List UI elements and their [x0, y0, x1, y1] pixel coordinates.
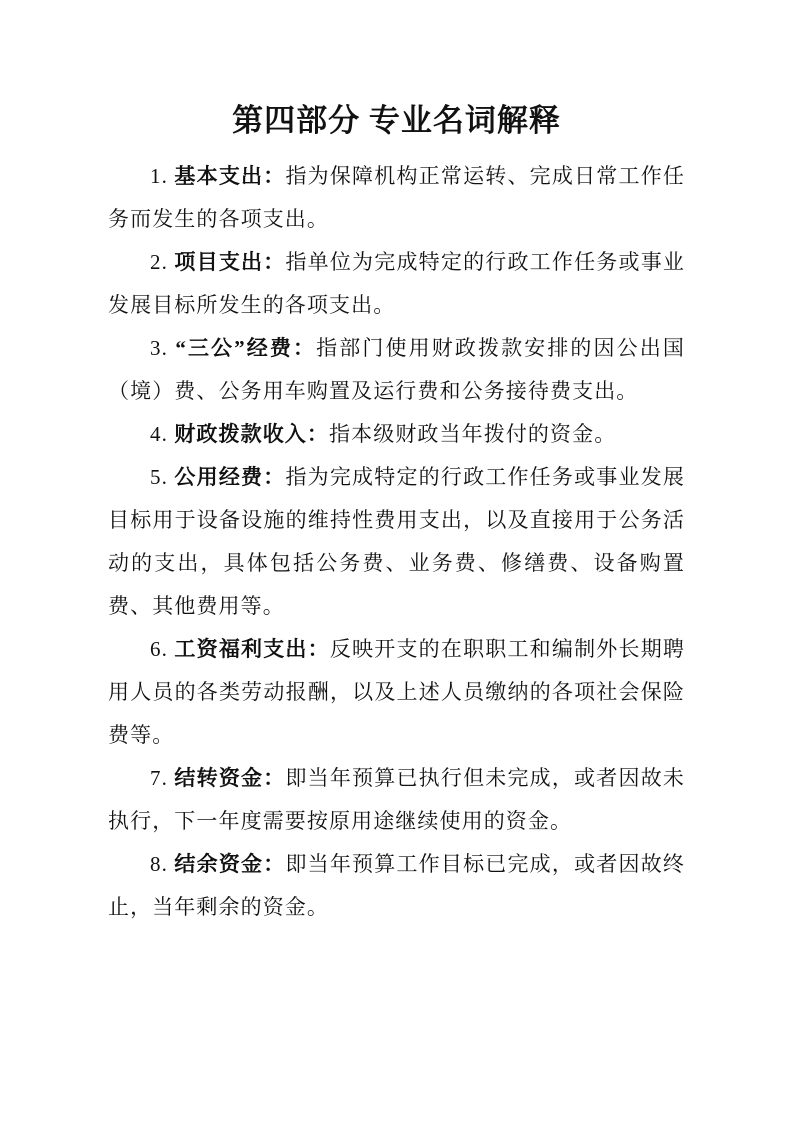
- definition-body: 指为保障机构正常运转、完成日常工作任务而发生的各项支出。: [108, 164, 685, 231]
- definition-body: 指部门使用财政拨款安排的因公出国（境）费、公务用车购置及运行费和公务接待费支出。: [108, 336, 685, 403]
- definition-term: 基本支出：: [174, 164, 286, 188]
- definition-body: 反映开支的在职职工和编制外长期聘用人员的各类劳动报酬，以及上述人员缴纳的各项社会保险费等。: [108, 637, 685, 747]
- definition-body: 指本级财政当年拨付的资金。: [329, 422, 617, 446]
- definition-term: 结余资金：: [174, 852, 286, 876]
- definition-number: 3.: [150, 336, 176, 360]
- definition-paragraph: [108, 241, 685, 327]
- definition-term: 公用经费：: [174, 465, 286, 489]
- definition-paragraph: [108, 327, 685, 413]
- definition-body: 指单位为完成特定的行政工作任务或事业发展目标所发生的各项支出。: [108, 250, 685, 317]
- definition-paragraph: [108, 757, 685, 843]
- definition-paragraph: [108, 456, 685, 628]
- definition-number: 1.: [150, 164, 175, 188]
- definition-paragraph: [108, 155, 685, 241]
- definition-paragraph: [108, 413, 685, 456]
- definition-term: 工资福利支出：: [174, 637, 330, 661]
- definition-body: 指为完成特定的行政工作任务或事业发展目标用于设备设施的维持性费用支出，以及直接用于公务活动的支出，具体包括公务费、业务费、修缮费、设备购置费、其他费用等。: [108, 465, 685, 618]
- definition-paragraph: [108, 628, 685, 757]
- definition-body: 即当年预算已执行但未完成，或者因故未执行，下一年度需要按原用途继续使用的资金。: [108, 766, 685, 833]
- definition-term: 项目支出：: [174, 250, 286, 274]
- definition-term: 财政拨款收入：: [174, 422, 330, 446]
- definition-body: 即当年预算工作目标已完成，或者因故终止，当年剩余的资金。: [108, 852, 685, 919]
- definition-number: 5.: [150, 465, 175, 489]
- definition-term: 结转资金：: [174, 766, 286, 790]
- definition-number: 2.: [150, 250, 175, 274]
- definition-number: 6.: [150, 637, 175, 661]
- definition-term: “三公”经费：: [175, 336, 317, 360]
- document-title: 第四部分 专业名词解释: [232, 103, 561, 138]
- definition-number: 8.: [150, 852, 175, 876]
- definition-number: 7.: [150, 766, 175, 790]
- definition-paragraph: [108, 843, 685, 929]
- definitions-list: [108, 155, 685, 929]
- definition-number: 4.: [150, 422, 175, 446]
